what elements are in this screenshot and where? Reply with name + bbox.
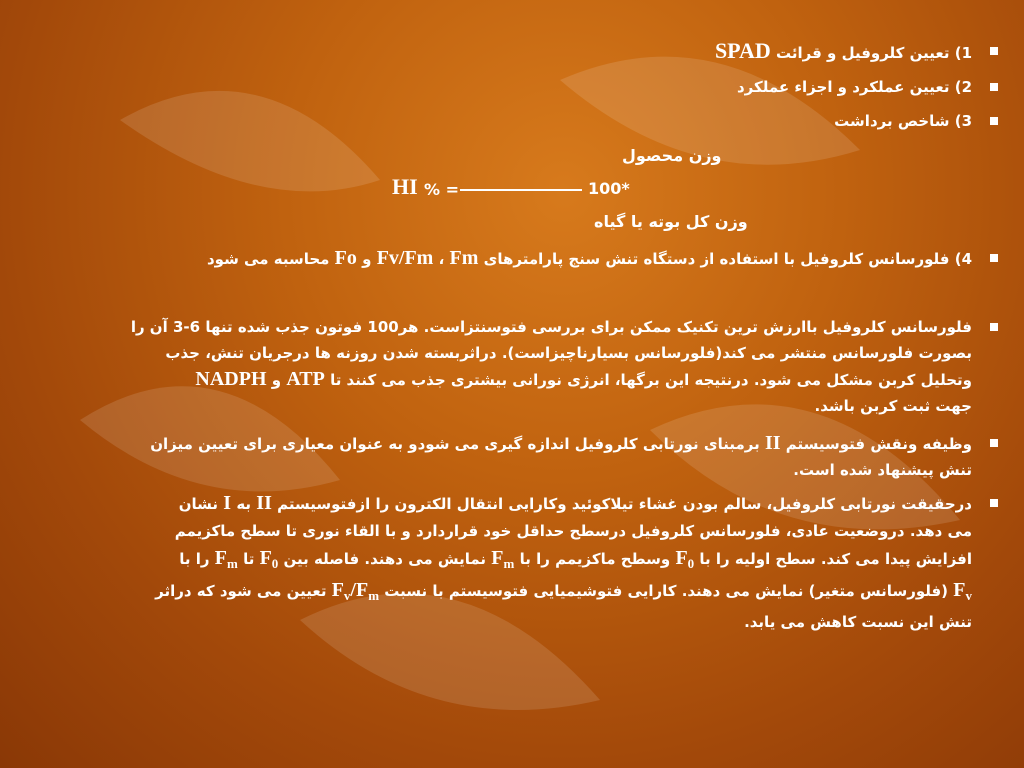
subscript: v [343,588,351,603]
para-line: بصورت فلورسانس منتشر می کند(فلورسانس بسیارناچیزاست). دراثربسته شدن روزنه ها درجریان تنش، جذب [165,344,972,362]
formula-lhs-unit: % = [424,180,460,199]
formula-denominator: وزن کل بوته یا گیاه [594,212,748,231]
para-line [52,430,972,457]
formula-numerator: وزن محصول [622,146,722,165]
symbol-f: F [675,547,688,569]
bullet-item-4 [207,245,972,272]
para-text: نشان [178,495,219,513]
para-text: (فلورسانس متغیر) نمایش می دهند. کارایی فتوشیمیایی فتوسیستم با نسبت [384,582,949,600]
bullet-item-2 [737,74,972,100]
symbol-f: F [331,579,344,601]
square-bullet-icon [990,83,998,91]
ps-ii-label: II [256,492,272,514]
para-text: افزایش پیدا می کند. سطح اولیه را با [699,550,972,568]
bullet-text: 1) تعیین کلروفیل و قرائت [776,44,972,62]
para-text: تا [243,550,255,568]
para-text: برمبنای نورتابی کلروفیل اندازه گیری می شودو به عنوان معیاری برای تعیین میزان [150,435,760,453]
fraction-line [460,189,582,191]
fm-symbol [215,547,238,569]
symbol-f: /F [350,579,369,601]
separator: و [362,250,372,268]
bullet4-suffix: محاسبه می شود [206,250,330,268]
para-line: می دهد. دروضعیت عادی، فلورسانس کلروفیل درسطح حداقل خود قراردارد و با القاء نوری تا سطح ماکزیمم [174,522,972,540]
square-bullet-icon [990,117,998,125]
para-text: درحقیقت نورتابی کلروفیل، سالم بودن غشاء تیلاکوئید وکارایی انتقال الکترون را ازفتوسیستم [277,495,972,513]
para-text: وتحلیل کربن مشکل می شود. درنتیجه این برگها، انرژی نورانی بیشتری جذب می کنند تا [330,371,972,389]
para-line [52,490,972,518]
bullet-text: 3) شاخص برداشت [834,112,972,130]
formula-lhs: HI [392,174,418,199]
ps-i-label: I [223,492,232,514]
nadph-label: NADPH [195,368,267,390]
param-fv-fm: Fv/Fm [376,247,434,269]
para-line: تنش این نسبت کاهش می یابد. [744,613,972,631]
bullet4-prefix: 4) فلورسانس کلروفیل با استفاده از دستگاه تنش سنج پارامترهای [483,250,972,268]
para-line [52,577,972,609]
para-text: را با [179,550,210,568]
para-line: جهت ثبت کربن باشد. [814,397,972,415]
f0-symbol [675,547,694,569]
square-bullet-icon [990,254,998,262]
formula-multiplier: 100* [588,179,630,198]
subscript: m [227,556,238,571]
and-text: و [271,371,282,389]
bullet-strong: SPAD [714,38,771,63]
f0-symbol [260,547,279,569]
subscript: m [368,588,380,603]
square-bullet-icon [990,499,998,507]
subscript: 0 [687,556,695,571]
ps-ii-label: II [764,432,781,454]
para-text: تعیین می شود که دراثر [155,582,327,600]
subscript: 0 [271,556,279,571]
para-text: وسطح ماکزیمم را با [519,550,671,568]
paragraph-fluorescence [52,314,972,419]
para-line [52,366,972,393]
separator: ، [438,250,445,268]
fv-fm-ratio [332,579,379,601]
subscript: v [965,588,972,603]
fv-symbol [953,579,972,601]
atp-label: ATP [286,368,325,390]
para-text: به [236,495,252,513]
param-fm: Fm [449,247,479,269]
para-text: وظیفه ونقش فتوسیستم [785,435,972,453]
subscript: m [503,556,515,571]
square-bullet-icon [990,439,998,447]
symbol-f: F [214,547,227,569]
fm-symbol [491,547,514,569]
paragraph-fv-fm [52,490,972,636]
bullet-text: 2) تعیین عملکرد و اجزاء عملکرد [736,78,972,96]
para-line [52,545,972,577]
para-text: نمایش می دهند. فاصله بین [283,550,487,568]
param-fo: Fo [334,247,357,269]
symbol-f: F [491,547,504,569]
bullet-item-3 [834,108,972,134]
square-bullet-icon [990,323,998,331]
bullet-item-1 [715,38,972,66]
symbol-f: F [953,579,966,601]
square-bullet-icon [990,47,998,55]
para-line: تنش پیشنهاد شده است. [793,461,972,479]
symbol-f: F [259,547,272,569]
paragraph-photosystem [52,430,972,483]
para-line: فلورسانس کلروفیل باارزش ترین تکنیک ممکن برای بررسی فتوسنتزاست. هر100 فوتون جذب شده تنها 6-3 آن را [130,318,972,336]
